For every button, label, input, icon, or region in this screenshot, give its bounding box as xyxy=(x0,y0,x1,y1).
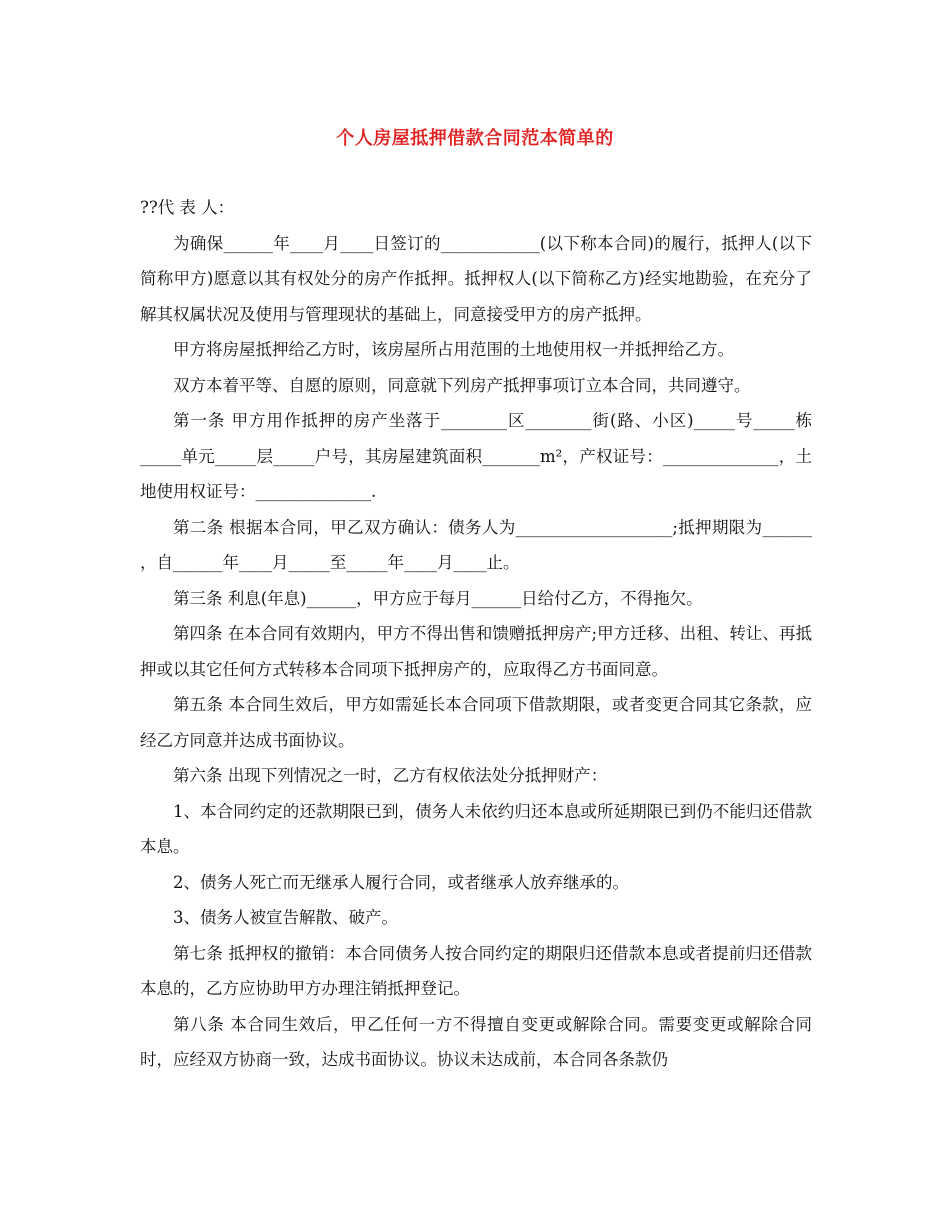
document-title: 个人房屋抵押借款合同范本简单的 xyxy=(336,128,614,149)
article-6-item-1: 1、本合同约定的还款期限已到，债务人未依约归还本息或所延期限已到仍不能归还借款本息。 xyxy=(140,801,812,856)
article-8: 第八条 本合同生效后，甲乙任何一方不得擅自变更或解除合同。需要变更或解除合同时，应经双方协商一致，达成书面协议。协议未达成前，本合同各条款仍 xyxy=(140,1014,812,1069)
document-body xyxy=(140,190,812,1078)
article-6: 第六条 出现下列情况之一时，乙方有权依法处分抵押财产： xyxy=(173,766,608,785)
article-1: 第一条 甲方用作抵押的房产坐落于________区________街(路、小区)_____号_____栋_____单元_____层_____户号，其房屋建筑面积_______m²，产权证号：______________，土地使用权证号：______________. xyxy=(140,411,812,501)
representative-line: ??代 表 人： xyxy=(140,198,235,217)
article-7: 第七条 抵押权的撤销：本合同债务人按合同约定的期限归还借款本息或者提前归还借款本息的，乙方应协助甲方办理注销抵押登记。 xyxy=(140,943,812,998)
article-6-item-2: 2、债务人死亡而无继承人履行合同，或者继承人放弃继承的。 xyxy=(173,872,629,892)
preamble-paragraph: 为确保______年____月____日签订的____________(以下称本合同)的履行，抵押人(以下简称甲方)愿意以其有权处分的房产作抵押。抵押权人(以下简称乙方)经实地勘验，在充分了解其权属状况及使用与管理现状的基础上，同意接受甲方的房产抵押。 xyxy=(140,233,812,324)
article-6-item-3: 3、债务人被宣告解散、破产。 xyxy=(173,908,398,927)
article-3: 第三条 利息(年息)______，甲方应于每月______日给付乙方，不得拖欠。 xyxy=(173,588,703,608)
principle-paragraph: 双方本着平等、自愿的原则，同意就下列房产抵押事项订立本合同，共同遵守。 xyxy=(173,375,751,395)
land-use-paragraph: 甲方将房屋抵押给乙方时，该房屋所占用范围的土地使用权一并抵押给乙方。 xyxy=(173,340,734,359)
article-2: 第二条 根据本合同，甲乙双方确认：债务人为___________________;抵押期限为______ ，自______年____月_____至_____年____月____止。 xyxy=(140,517,812,572)
article-5: 第五条 本合同生效后，甲方如需延长本合同项下借款期限，或者变更合同其它条款，应经乙方同意并达成书面协议。 xyxy=(140,695,812,750)
article-4: 第四条 在本合同有效期内，甲方不得出售和馈赠抵押房产;甲方迁移、出租、转让、再抵押或以其它任何方式转移本合同项下抵押房产的，应取得乙方书面同意。 xyxy=(140,624,812,679)
